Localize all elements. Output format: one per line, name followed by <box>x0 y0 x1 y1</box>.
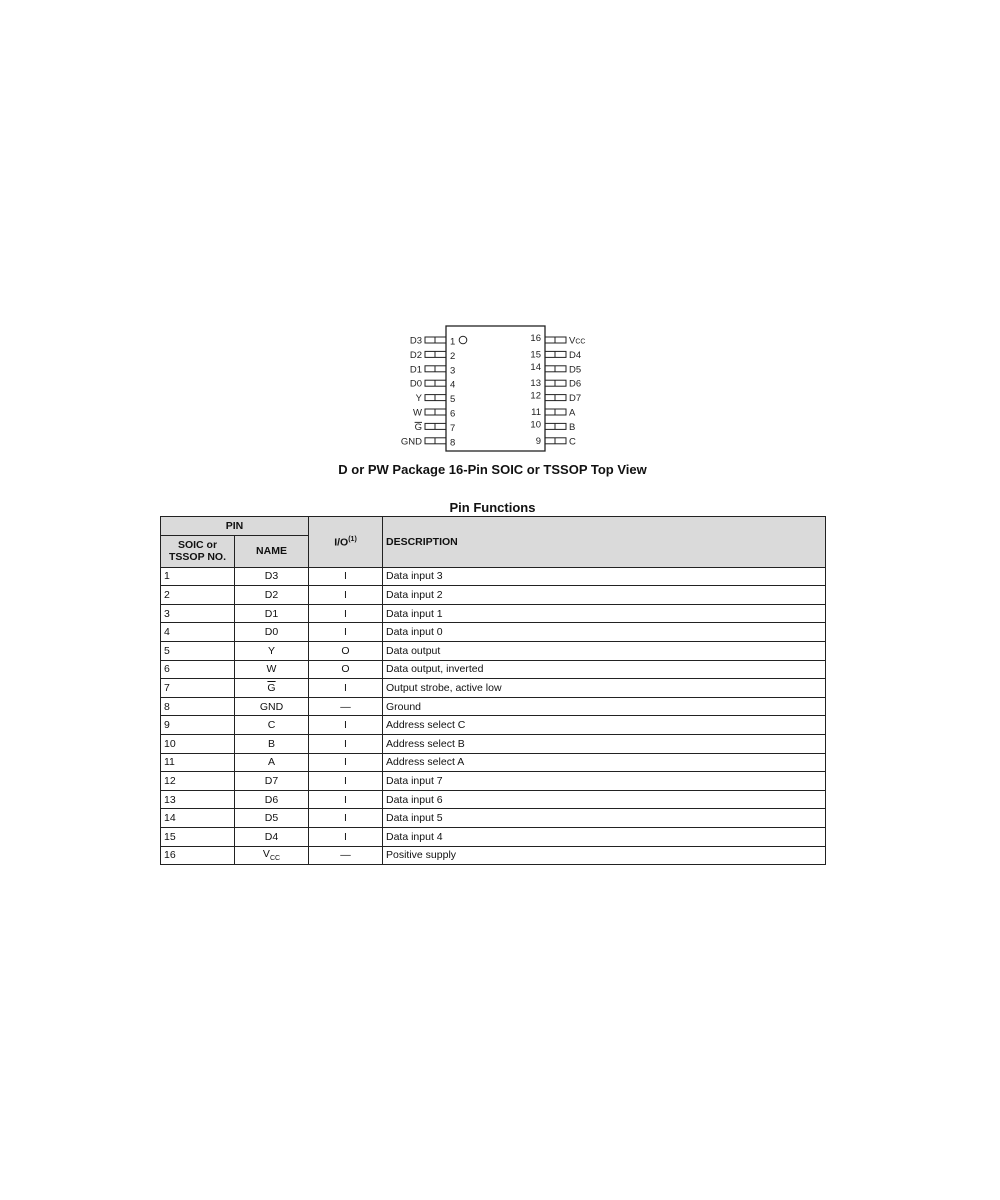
table-row <box>161 586 826 605</box>
pin-name-label: D0 <box>409 378 422 390</box>
pin-name-label: D3 <box>409 335 422 347</box>
pin-number: 4 <box>450 379 456 391</box>
table-row <box>161 697 826 716</box>
pin-number-cell: 12 <box>161 772 235 791</box>
pin-number-cell: 16 <box>161 846 235 865</box>
table-row <box>161 567 826 586</box>
pin-name-cell: W <box>235 660 309 679</box>
pin-number: 13 <box>530 378 541 390</box>
description-cell: Data input 4 <box>383 827 826 846</box>
table-title: Pin Functions <box>449 500 536 515</box>
pin-name-label: D5 <box>569 364 582 376</box>
pin-name-cell: D4 <box>235 827 309 846</box>
table-row <box>161 734 826 753</box>
io-cell: O <box>309 660 383 679</box>
pinout-diagram <box>380 318 610 458</box>
description-cell: Data input 5 <box>383 809 826 828</box>
description-cell: Data input 1 <box>383 604 826 623</box>
pin-name-cell: D5 <box>235 809 309 828</box>
pin-number: 8 <box>450 437 456 449</box>
description-cell: Data input 7 <box>383 772 826 791</box>
pin-name-cell: D2 <box>235 586 309 605</box>
table-row <box>161 604 826 623</box>
pin-functions-table <box>160 516 826 865</box>
io-cell: I <box>309 809 383 828</box>
pin-name-cell: D7 <box>235 772 309 791</box>
pin-number: 5 <box>450 394 456 406</box>
header-description: DESCRIPTION <box>383 517 826 568</box>
io-cell: I <box>309 790 383 809</box>
description-cell: Address select B <box>383 734 826 753</box>
description-cell: Data input 6 <box>383 790 826 809</box>
header-io: $I/O^{(1)}$ <box>309 517 383 568</box>
io-cell: I <box>309 734 383 753</box>
pin-name-label: G <box>414 421 422 433</box>
pin-name-label: D4 <box>569 349 582 361</box>
table-row <box>161 660 826 679</box>
description-cell: Data input 3 <box>383 567 826 586</box>
io-cell: — <box>309 697 383 716</box>
description-cell: Positive supply <box>383 846 826 865</box>
pin-name-label: D1 <box>409 364 422 376</box>
table-row <box>161 716 826 735</box>
pin-name-label: D6 <box>569 378 582 390</box>
pin-number: 7 <box>450 422 456 434</box>
pin-number-cell: 10 <box>161 734 235 753</box>
io-cell: I <box>309 827 383 846</box>
pin-number: 1 <box>450 336 456 348</box>
description-cell: Data output <box>383 641 826 660</box>
pin-number-cell: 13 <box>161 790 235 809</box>
pin-number-cell: 15 <box>161 827 235 846</box>
pin-number-cell: 14 <box>161 809 235 828</box>
table-row <box>161 790 826 809</box>
io-cell: O <box>309 641 383 660</box>
pin-name-label: W <box>413 407 422 419</box>
io-cell: I <box>309 753 383 772</box>
pin-number-cell: 5 <box>161 641 235 660</box>
pin-number: 9 <box>535 435 541 447</box>
pin-name-label: VCC <box>569 335 586 347</box>
pin-number-cell: 9 <box>161 716 235 735</box>
pin-name-cell: A <box>235 753 309 772</box>
io-cell: I <box>309 567 383 586</box>
pin-name-cell: D0 <box>235 623 309 642</box>
io-cell: I <box>309 679 383 698</box>
table-row <box>161 809 826 828</box>
pin-name-cell: GND <box>235 697 309 716</box>
description-cell: Data output, inverted <box>383 660 826 679</box>
pin-name-label: B <box>569 421 576 433</box>
pin-name-cell: Y <box>235 641 309 660</box>
pin-name-cell: D3 <box>235 567 309 586</box>
pin-name-label: D2 <box>409 349 422 361</box>
pin-name-label: D7 <box>569 393 582 405</box>
pin-number: 16 <box>530 333 541 344</box>
table-row <box>161 753 826 772</box>
table-row <box>161 846 826 865</box>
pin-name-label: GND <box>400 436 422 448</box>
pin-name-cell: B <box>235 734 309 753</box>
pin-name-cell: D6 <box>235 790 309 809</box>
io-cell: I <box>309 623 383 642</box>
description-cell: Data input 2 <box>383 586 826 605</box>
pin-name-cell: $\overline{G}$ <box>235 679 309 698</box>
pin-number-cell: 3 <box>161 604 235 623</box>
pin-number-cell: 11 <box>161 753 235 772</box>
pin-number-cell: 1 <box>161 567 235 586</box>
description-cell: Address select A <box>383 753 826 772</box>
pin-number: 11 <box>531 407 541 418</box>
pin-number: 3 <box>450 365 456 377</box>
description-cell: Data input 0 <box>383 623 826 642</box>
pin-number: 15 <box>530 349 541 361</box>
table-row <box>161 679 826 698</box>
pin-number: 2 <box>450 350 456 362</box>
pin-number: 6 <box>450 408 456 420</box>
io-cell: I <box>309 772 383 791</box>
pin1-marker <box>459 336 467 344</box>
header-name: NAME <box>235 535 309 567</box>
pin-number-cell: 6 <box>161 660 235 679</box>
diagram-caption: D or PW Package 16-Pin SOIC or TSSOP Top View <box>338 462 647 477</box>
header-number: SOIC or TSSOP NO. <box>161 535 235 567</box>
pin-name-cell: C <box>235 716 309 735</box>
pin-number-cell: 4 <box>161 623 235 642</box>
pin-name-cell: $V_{CC}$ <box>235 846 309 865</box>
header-pin: PIN <box>161 517 309 536</box>
pin-number-cell: 7 <box>161 679 235 698</box>
pin-name-label: A <box>569 407 576 419</box>
pin-number-cell: 2 <box>161 586 235 605</box>
pin-number: 12 <box>530 390 541 402</box>
table-row <box>161 623 826 642</box>
pin-number: 10 <box>530 419 541 431</box>
io-cell: I <box>309 716 383 735</box>
pin-number-cell: 8 <box>161 697 235 716</box>
table-row <box>161 772 826 791</box>
pin-number: 14 <box>530 361 541 373</box>
description-cell: Ground <box>383 697 826 716</box>
pin-name-label: C <box>569 436 576 448</box>
table-row <box>161 827 826 846</box>
description-cell: Output strobe, active low <box>383 679 826 698</box>
table-row <box>161 641 826 660</box>
io-cell: I <box>309 604 383 623</box>
io-cell: I <box>309 586 383 605</box>
pin-name-label: Y <box>415 393 422 405</box>
description-cell: Address select C <box>383 716 826 735</box>
io-cell: — <box>309 846 383 865</box>
pin-name-cell: D1 <box>235 604 309 623</box>
